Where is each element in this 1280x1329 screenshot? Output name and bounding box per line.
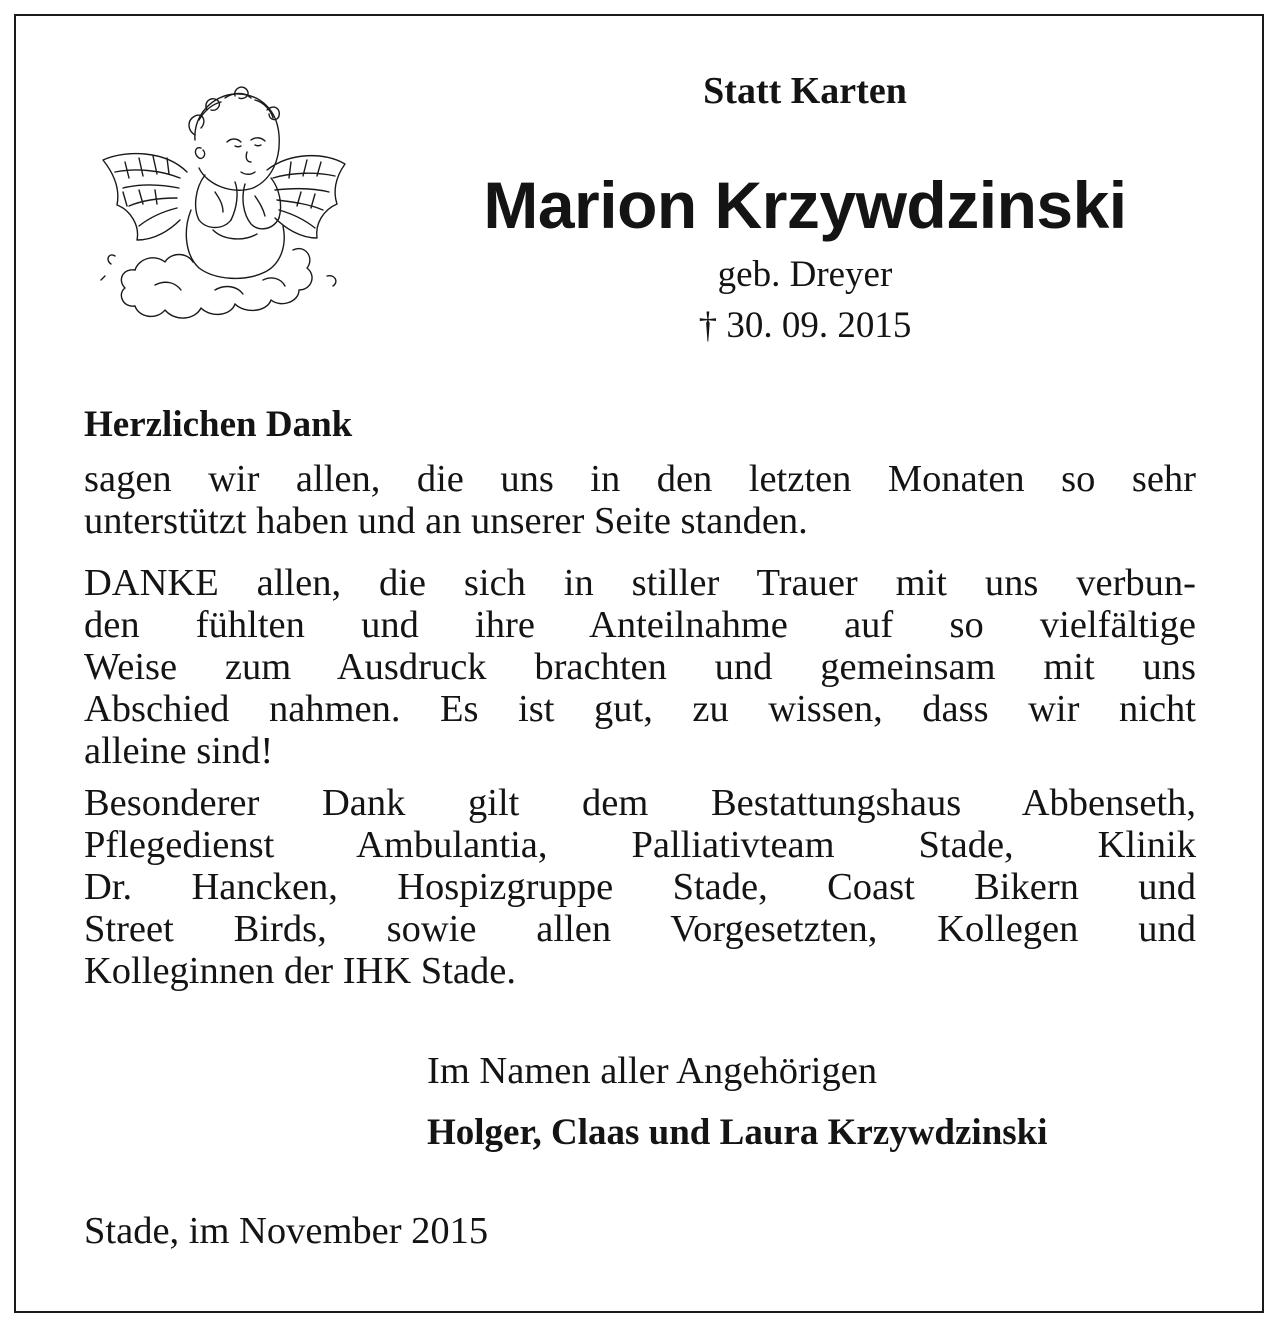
paragraph-1-line: sagen wir allen, die uns in den letzten Monaten so sehr — [84, 458, 1196, 500]
paragraph-1 — [84, 458, 1196, 542]
paragraph-3-line: Dr. Hancken, Hospizgruppe Stade, Coast Bikern und — [84, 866, 1196, 908]
paragraph-3-line: Besonderer Dank gilt dem Bestattungshaus Abbenseth, — [84, 782, 1196, 824]
deceased-name: Marion Krzywdzinski — [483, 168, 1127, 242]
cherub-angel-icon — [95, 80, 350, 330]
paragraph-2-line: DANKE allen, die sich in stiller Trauer mit uns verbun- — [84, 562, 1196, 604]
paragraph-3-line: Kolleginnen der IHK Stade. — [84, 950, 516, 992]
paragraph-2-line: alleine sind! — [84, 730, 274, 772]
signature-intro: Im Namen aller Angehörigen — [427, 1050, 878, 1092]
thanks-heading: Herzlichen Dank — [84, 404, 353, 445]
pre-title: Statt Karten — [703, 70, 907, 112]
paragraph-2 — [84, 562, 1196, 772]
paragraph-3-line: Street Birds, sowie allen Vorgesetzten, Kollegen und — [84, 908, 1196, 950]
paragraph-2-line: den fühlten und ihre Anteilnahme auf so vielfältige — [84, 604, 1196, 646]
paragraph-1-line: unterstützt haben und an unserer Seite standen. — [84, 500, 808, 542]
place-date: Stade, im November 2015 — [84, 1210, 489, 1252]
paragraph-2-line: Abschied nahmen. Es ist gut, zu wissen, dass wir nicht — [84, 688, 1196, 730]
maiden-name: geb. Dreyer — [717, 254, 893, 295]
death-date: † 30. 09. 2015 — [698, 305, 912, 346]
paragraph-3 — [84, 782, 1196, 992]
signature-names: Holger, Claas und Laura Krzywdzinski — [427, 1112, 1048, 1153]
paragraph-3-line: Pflegedienst Ambulantia, Palliativteam Stade, Klinik — [84, 824, 1196, 866]
paragraph-2-line: Weise zum Ausdruck brachten und gemeinsam mit uns — [84, 646, 1196, 688]
